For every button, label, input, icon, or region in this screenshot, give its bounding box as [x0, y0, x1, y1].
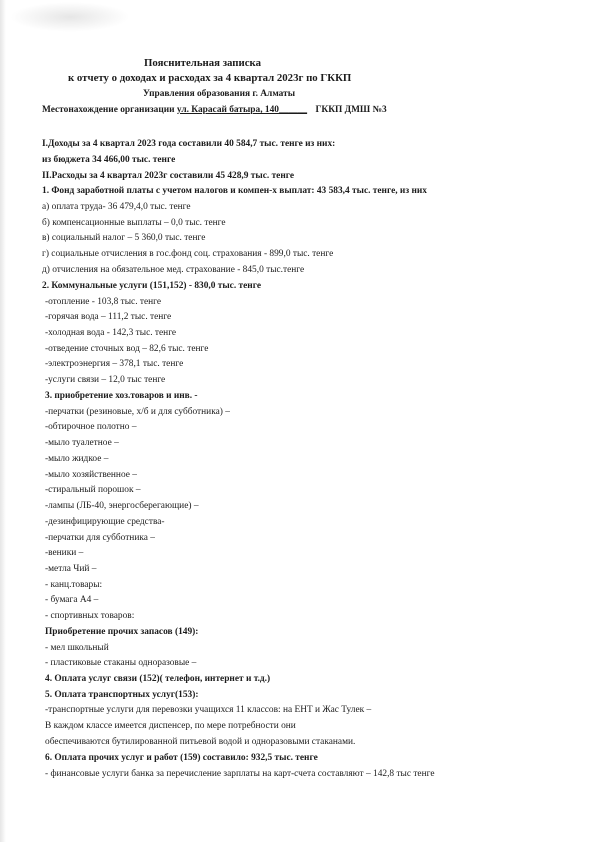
list-item: -лампы (ЛБ-40, энергосберегающие) – — [45, 501, 199, 511]
list-item: -мыло хозяйственное – — [45, 470, 137, 480]
list-item: -перчатки для субботника – — [45, 533, 155, 543]
income-total: I.Доходы за 4 квартал 2023 года составили 40 584,7 тыс. тенге из них: — [42, 139, 336, 149]
department-name: Управления образования г. Алматы — [143, 89, 296, 99]
list-item: - бумага А4 – — [45, 595, 99, 605]
list-item: - канц.товары: — [45, 580, 103, 590]
list-item: -электроэнергия – 378,1 тыс. тенге — [45, 359, 184, 369]
location-row — [42, 104, 387, 116]
list-item: - спортивных товаров: — [45, 611, 135, 621]
section-1-heading: 1. Фонд заработной платы с учетом налогов и компен-х выплат: 43 583,4 тыс. тенге, из них — [42, 186, 427, 196]
list-item: д) отчисления на обязательное мед. страхование - 845,0 тыс.тенге — [42, 265, 305, 275]
org-name: ГККП ДМШ №3 — [315, 105, 387, 115]
list-item: г) социальные отчисления в гос.фонд соц. страхования - 899,0 тыс. тенге — [42, 249, 334, 259]
location-address: ул. Карасай батыра, 140 — [176, 105, 279, 115]
scan-edge-shadow — [0, 0, 6, 842]
list-item: -обтирочное полотно – — [45, 422, 137, 432]
section-4-heading: 4. Оплата услуг связи (152)( телефон, интернет и т.д.) — [45, 674, 271, 684]
list-item: - пластиковые стаканы одноразовые – — [45, 658, 197, 668]
list-item: -отведение сточных вод – 82,6 тыс. тенге — [45, 344, 209, 354]
list-item: -мыло туалетное – — [45, 438, 119, 448]
list-item: -транспортные услуги для перевозки учащихся 11 классов: на ЕНТ и Жас Тулек – — [45, 705, 372, 715]
paragraph-line: В каждом классе имеется диспенсер, по мере потребности они — [45, 721, 296, 731]
doc-subtitle: к отчету о доходах и расходах за 4 квартал 2023г по ГККП — [68, 72, 352, 84]
list-item: -метла Чий – — [45, 564, 97, 574]
list-item: а) оплата труда- 36 479,4,0 тыс. тенге — [42, 202, 191, 212]
list-item: -услуги связи – 12,0 тыс тенге — [45, 375, 166, 385]
list-item: -перчатки (резиновые, х/б и для субботника) – — [45, 407, 230, 417]
other-supplies-heading: Приобретение прочих запасов (149): — [45, 627, 199, 637]
list-item: -стиральный порошок – — [45, 485, 141, 495]
scan-smudge — [10, 2, 130, 32]
location-label: Местонахождение организации — [42, 105, 175, 115]
section-2-heading: 2. Коммунальные услуги (151,152) - 830,0 тыс. тенге — [42, 281, 261, 291]
section-5-heading: 5. Оплата транспортных услуг(153): — [45, 690, 199, 700]
section-6-heading: 6. Оплата прочих услуг и работ (159) составило: 932,5 тыс. тенге — [45, 753, 318, 763]
list-item: -отопление - 103,8 тыс. тенге — [45, 297, 162, 307]
list-item: б) компенсационные выплаты – 0,0 тыс. тенге — [42, 218, 226, 228]
list-item: - финансовые услуги банка за перечисление зарплаты на карт-счета составляют – 142,8 тыс тенге — [45, 769, 435, 779]
list-item: - мел школьный — [45, 643, 109, 653]
expenses-total: II.Расходы за 4 квартал 2023г составили 45 428,9 тыс. тенге — [42, 171, 295, 181]
location-blank: ______ — [278, 105, 308, 115]
list-item: -мыло жидкое – — [45, 454, 109, 464]
list-item: в) социальный налог – 5 360,0 тыс. тенге — [42, 233, 206, 243]
doc-title: Пояснительная записка — [144, 57, 261, 69]
list-item: -дезинфицирующие средства- — [45, 517, 165, 527]
list-item: -горячая вода – 111,2 тыс. тенге — [45, 312, 172, 322]
list-item: -холодная вода - 142,3 тыс. тенге — [45, 328, 177, 338]
list-item: -веники – — [45, 548, 84, 558]
income-budget: из бюджета 34 466,00 тыс. тенге — [42, 155, 176, 165]
paragraph-line: обеспечиваются бутилированной питьевой водой и одноразовыми стаканами. — [45, 737, 356, 747]
section-3-heading: 3. приобретение хоз.товаров и инв. - — [45, 391, 198, 401]
